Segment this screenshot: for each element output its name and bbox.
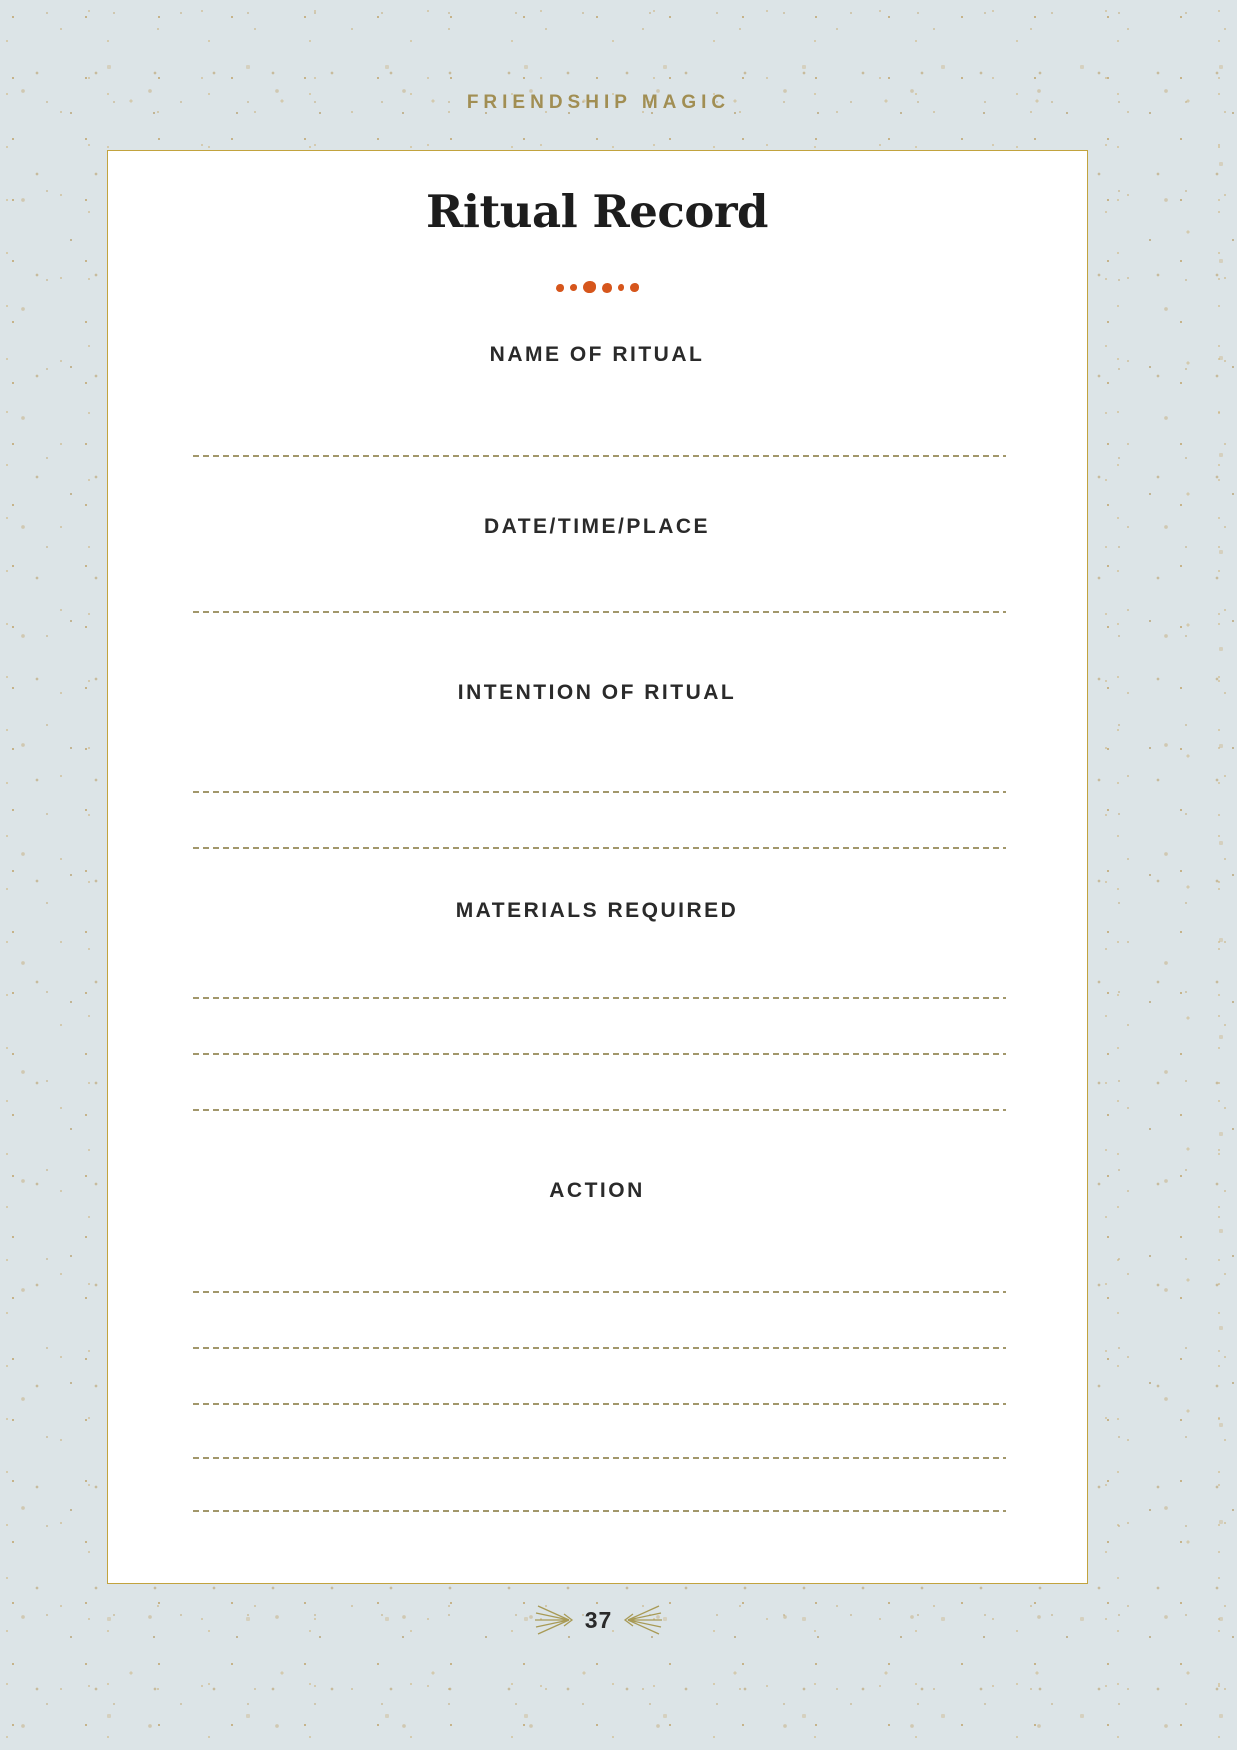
- page-number: 37: [584, 1606, 613, 1633]
- section-label-intention-of-ritual: INTENTION OF RITUAL: [457, 681, 737, 704]
- writing-line: [193, 1109, 1006, 1111]
- ornament-dots-icon: [108, 279, 1086, 295]
- writing-line: [193, 1510, 1006, 1512]
- writing-line: [193, 611, 1006, 613]
- page-arrow-right-icon: [535, 1603, 575, 1637]
- writing-line: [193, 1347, 1006, 1349]
- writing-line: [193, 1291, 1006, 1293]
- writing-line: [193, 1457, 1006, 1459]
- writing-line: [193, 791, 1006, 793]
- writing-line: [193, 997, 1006, 999]
- page-arrow-left-icon: [622, 1603, 662, 1637]
- writing-line: [193, 455, 1006, 457]
- writing-line: [193, 1053, 1006, 1055]
- writing-line: [193, 847, 1006, 849]
- page-title: Ritual Record: [425, 185, 769, 238]
- running-head: FRIENDSHIP MAGIC: [466, 92, 731, 113]
- writing-line: [193, 1403, 1006, 1405]
- form-card: [107, 150, 1088, 1584]
- section-label-action: ACTION: [549, 1179, 645, 1202]
- section-label-date-time-place: DATE/TIME/PLACE: [483, 515, 711, 538]
- page-footer: [107, 1602, 1090, 1638]
- section-label-materials-required: MATERIALS REQUIRED: [455, 899, 739, 922]
- section-label-name-of-ritual: NAME OF RITUAL: [489, 343, 705, 366]
- page-bottom-edge: [0, 1750, 1237, 1760]
